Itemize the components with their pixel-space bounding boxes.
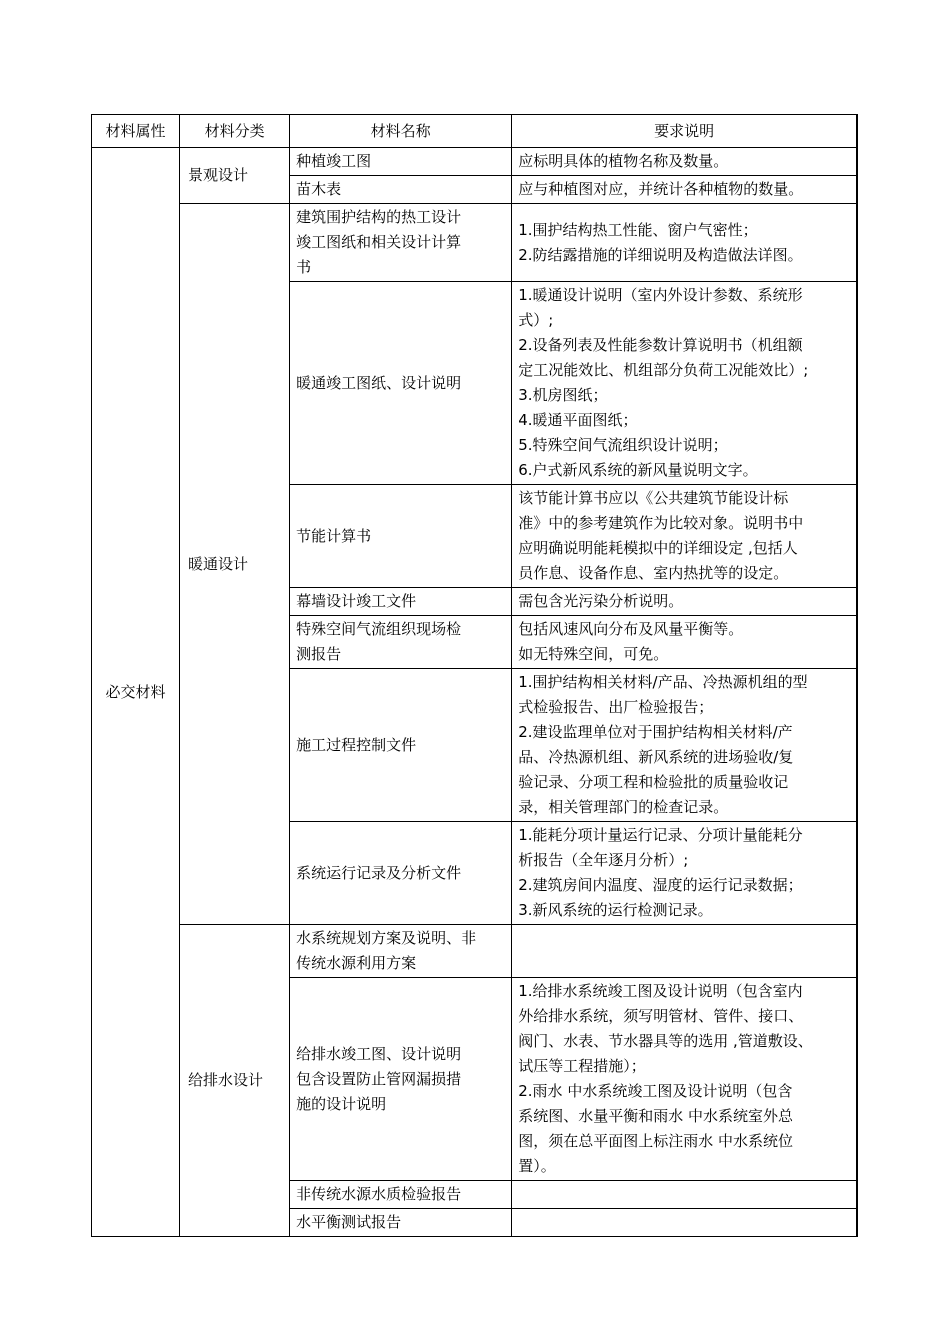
table-row [92, 925, 858, 978]
requirement-line: 式检验报告、出厂检验报告； [518, 698, 714, 716]
header-category: 材料分类 [180, 115, 290, 148]
requirement-cell [512, 588, 857, 616]
material-name-cell [290, 669, 512, 822]
requirement-line: 准》中的参考建筑作为比较对象。说明书中 [518, 514, 804, 532]
material-name-line: 建筑围护结构的热工设计 [296, 208, 462, 226]
requirement-line: 1.围护结构相关材料/产品、冷热源机组的型 [518, 673, 808, 691]
requirement-line: 图，须在总平面图上标注雨水 中水系统位 [518, 1132, 794, 1150]
material-name-line: 施工过程控制文件 [296, 735, 417, 754]
material-name-line: 传统水源利用方案 [296, 954, 417, 972]
requirement-line: 析报告（全年逐月分析）; [518, 851, 689, 869]
material-name-line: 书 [296, 258, 312, 276]
material-name-line: 包含设置防止管网漏损措 [296, 1069, 462, 1088]
material-name-line: 系统运行记录及分析文件 [296, 863, 462, 882]
material-name-line: 特殊空间气流组织现场检 [296, 620, 462, 638]
material-name-cell [290, 485, 512, 588]
requirement-line: 需包含光污染分析说明。 [518, 592, 684, 610]
requirement-line: 包括风速风向分布及风量平衡等。 [518, 620, 744, 638]
requirement-line: 2.设备列表及性能参数计算说明书（机组额 [518, 336, 803, 354]
requirement-line: 定工况能效比、机组部分负荷工况能效比）; [518, 361, 809, 379]
requirement-line: 2.建筑房间内温度、湿度的运行记录数据； [518, 876, 803, 894]
material-name-cell [290, 1181, 512, 1209]
header-name: 材料名称 [290, 115, 512, 148]
material-name-cell [290, 616, 512, 669]
requirement-line: 该节能计算书应以《公共建筑节能设计标 [518, 489, 789, 507]
requirement-line: 置）。 [518, 1157, 556, 1175]
material-name-cell [290, 925, 512, 978]
requirement-line: 1.能耗分项计量运行记录、分项计量能耗分 [518, 826, 803, 844]
header-row [92, 115, 858, 148]
category-cell: 暖通设计 [180, 204, 290, 925]
requirement-line: 验记录、分项工程和检验批的质量验收记 [518, 773, 789, 791]
material-name-line: 非传统水源水质检验报告 [296, 1185, 462, 1203]
material-name-cell [290, 588, 512, 616]
requirement-line: 如无特殊空间，可免。 [518, 645, 669, 663]
requirement-line: 应与种植图对应，并统计各种植物的数量。 [518, 180, 804, 198]
header-attr: 材料属性 [92, 115, 180, 148]
table-row [92, 204, 858, 282]
requirement-line: 录，相关管理部门的检查记录。 [518, 798, 729, 816]
category-cell: 景观设计 [180, 148, 290, 204]
material-name-line: 节能计算书 [296, 526, 372, 545]
attribute-cell: 必交材料 [92, 148, 180, 1237]
category-cell: 给排水设计 [180, 925, 290, 1237]
requirement-cell [512, 822, 857, 925]
requirement-line: 外给排水系统，须写明管材、管件、接口、 [518, 1007, 804, 1025]
material-name-cell [290, 204, 512, 282]
material-name-line: 给排水竣工图、设计说明 [296, 1044, 462, 1063]
material-name-line: 暖通竣工图纸、设计说明 [296, 373, 462, 392]
table-row [92, 148, 858, 176]
requirement-line: 试压等工程措施）； [518, 1057, 646, 1075]
requirement-cell [512, 148, 857, 176]
requirement-line: 2.雨水 中水系统竣工图及设计说明（包含 [518, 1082, 793, 1100]
material-name-line: 水系统规划方案及说明、非 [296, 929, 477, 947]
header-requirement: 要求说明 [512, 115, 857, 148]
material-name-line: 施的设计说明 [296, 1094, 387, 1113]
requirement-line: 应明确说明能耗模拟中的详细设定 ,包括人 [518, 539, 798, 557]
requirement-cell [512, 925, 857, 978]
material-name-line: 竣工图纸和相关设计计算 [296, 233, 462, 251]
requirement-cell [512, 616, 857, 669]
requirement-line: 品、冷热源机组、新风系统的进场验收/复 [518, 748, 794, 766]
material-name-line: 种植竣工图 [296, 152, 372, 170]
materials-table [91, 114, 858, 1237]
requirement-line: 2.建设监理单位对于围护结构相关材料/产 [518, 723, 793, 741]
requirement-line: 式）; [518, 311, 554, 329]
material-name-cell [290, 1209, 512, 1237]
requirement-cell [512, 204, 857, 282]
material-name-cell [290, 148, 512, 176]
material-name-cell [290, 176, 512, 204]
requirement-cell [512, 282, 857, 485]
requirement-line: 应标明具体的植物名称及数量。 [518, 152, 729, 170]
material-name-cell [290, 282, 512, 485]
requirement-line: 6.户式新风系统的新风量说明文字。 [518, 461, 758, 479]
requirement-cell [512, 1181, 857, 1209]
table-body [92, 148, 858, 1237]
requirement-line: 2.防结露措施的详细说明及构造做法详图。 [518, 245, 803, 264]
material-name-line: 水平衡测试报告 [296, 1213, 402, 1231]
material-name-line: 测报告 [296, 645, 342, 663]
material-name-line: 苗木表 [296, 180, 342, 198]
material-name-line: 幕墙设计竣工文件 [296, 592, 417, 610]
requirement-line: 3.机房图纸； [518, 386, 608, 404]
requirement-cell [512, 176, 857, 204]
requirement-cell [512, 485, 857, 588]
requirement-line: 4.暖通平面图纸； [518, 411, 638, 429]
material-name-cell [290, 978, 512, 1181]
material-name-cell [290, 822, 512, 925]
requirement-cell [512, 978, 857, 1181]
requirement-line: 员作息、设备作息、室内热扰等的设定。 [518, 564, 789, 582]
requirement-line: 阀门、水表、节水器具等的选用 ,管道敷设、 [518, 1032, 813, 1050]
requirement-line: 1.暖通设计说明（室内外设计参数、系统形 [518, 286, 803, 304]
requirement-cell [512, 669, 857, 822]
requirement-line: 5.特殊空间气流组织设计说明； [518, 436, 728, 454]
requirement-cell [512, 1209, 857, 1237]
requirement-line: 系统图、水量平衡和雨水 中水系统室外总 [518, 1107, 794, 1125]
requirement-line: 3.新风系统的运行检测记录。 [518, 901, 713, 919]
requirement-line: 1.给排水系统竣工图及设计说明（包含室内 [518, 982, 803, 1000]
requirement-line: 1.围护结构热工性能、窗户气密性； [518, 220, 758, 239]
